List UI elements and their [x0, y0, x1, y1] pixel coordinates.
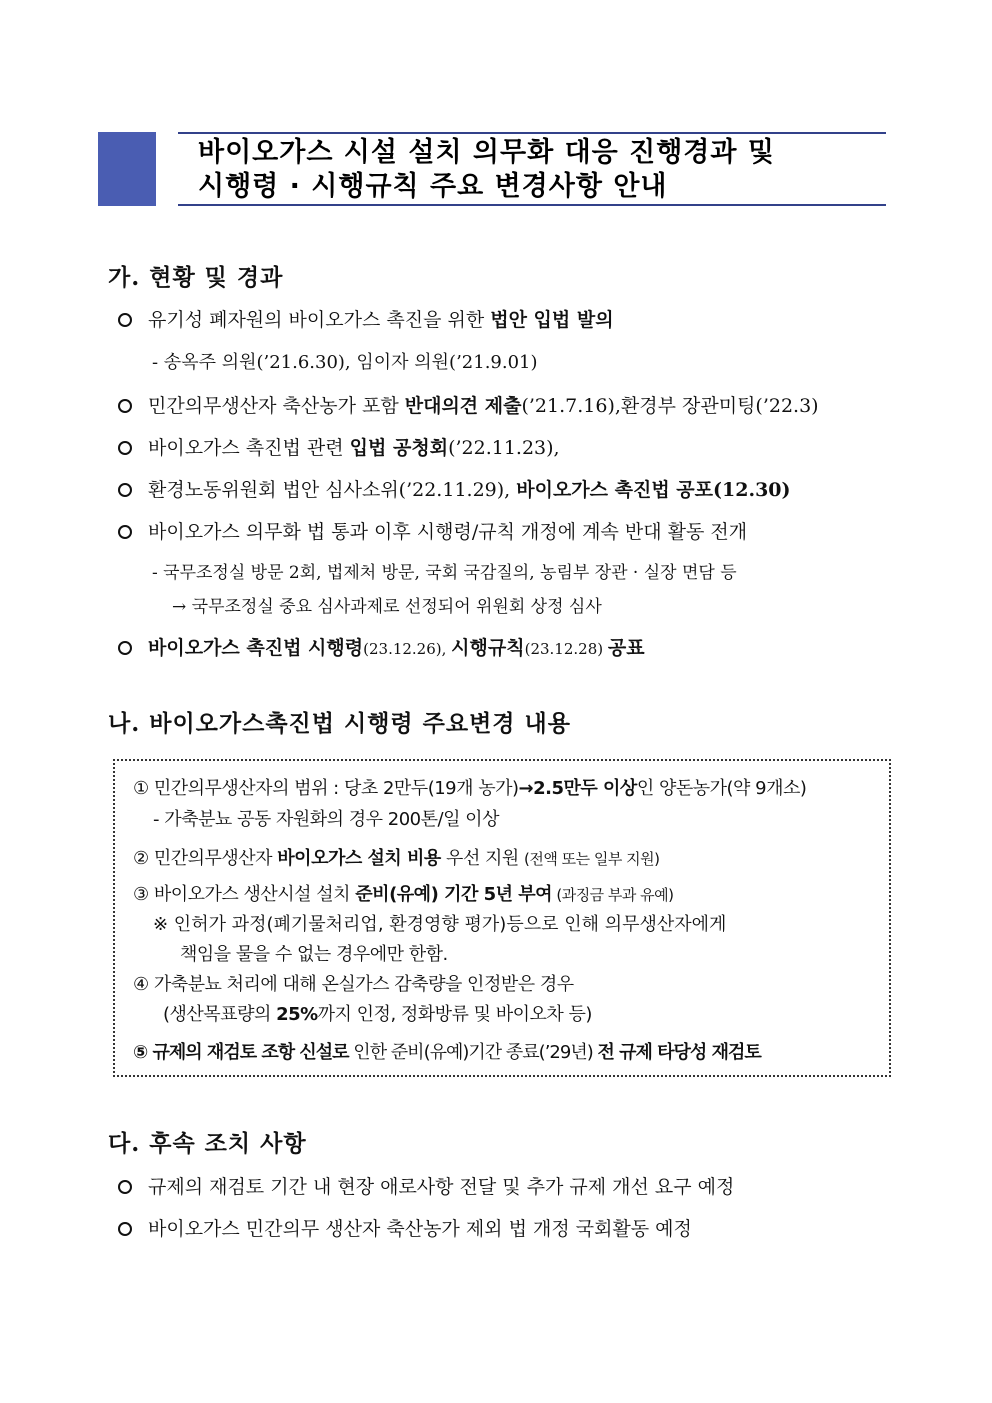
section-na-heading: 나. 바이오가스촉진법 시행령 주요변경 내용 [108, 710, 571, 737]
circle-bullet-icon [118, 525, 132, 539]
title-line-1: 바이오가스 시설 설치 의무화 대응 진행경과 및 [198, 137, 775, 168]
page-title [198, 136, 886, 204]
title-rule-top [178, 132, 886, 134]
ga-item-3: 바이오가스 촉진법 관련 입법 공청회(’22.11.23), [118, 433, 560, 460]
na-item-4-sub: (생산목표량의 25%까지 인정, 정화방류 및 바이오차 등) [163, 1004, 592, 1025]
ga-item-4: 환경노동위원회 법안 심사소위(’22.11.29), 바이오가스 촉진법 공포(12.30) [118, 475, 791, 502]
circle-bullet-icon [118, 1222, 132, 1236]
title-line-2: 시행령 · 시행규칙 주요 변경사항 안내 [198, 171, 668, 202]
na-item-3-note-1: ※ 인허가 과정(폐기물처리업, 환경영향 평가)등으로 인해 의무생산자에게 [153, 914, 727, 935]
ga-item-5: 바이오가스 의무화 법 통과 이후 시행령/규칙 개정에 계속 반대 활동 전개 [118, 517, 747, 544]
circle-bullet-icon [118, 441, 132, 455]
ga-item-5-sub-2: → 국무조정실 중요 심사과제로 선정되어 위원회 상정 심사 [172, 597, 602, 617]
na-item-3: ③ 바이오가스 생산시설 설치 준비(유예) 기간 5년 부여 (과징금 부과 유예) [133, 884, 674, 905]
da-item-2: 바이오가스 민간의무 생산자 축산농가 제외 법 개정 국회활동 예정 [118, 1214, 692, 1241]
ga-item-6: 바이오가스 촉진법 시행령(23.12.26), 시행규칙(23.12.28) 공표 [118, 633, 645, 660]
section-da-heading: 다. 후속 조치 사항 [108, 1130, 307, 1157]
circle-bullet-icon [118, 399, 132, 413]
ga-item-1: 유기성 폐자원의 바이오가스 촉진을 위한 법안 입법 발의 [118, 305, 614, 332]
ga-item-5-sub-1: - 국무조정실 방문 2회, 법제처 방문, 국회 국감질의, 농림부 장관 · 실장 면담 등 [152, 563, 737, 583]
circle-bullet-icon [118, 483, 132, 497]
section-ga-heading: 가. 현황 및 경과 [108, 264, 284, 291]
na-item-1-sub: - 가축분뇨 공동 자원화의 경우 200톤/일 이상 [153, 809, 499, 830]
ga-item-1-sub: - 송옥주 의원(’21.6.30), 임이자 의원(’21.9.01) [152, 352, 538, 373]
na-item-3-note-2: 책임을 물을 수 없는 경우에만 한함. [180, 944, 448, 965]
title-rule-bottom [178, 204, 886, 206]
title-block [98, 132, 886, 208]
circle-bullet-icon [118, 1180, 132, 1194]
circle-bullet-icon [118, 313, 132, 327]
title-accent-square [98, 132, 156, 206]
na-item-1: ① 민간의무생산자의 범위 : 당초 2만두(19개 농가)→2.5만두 이상인 양돈농가(약 9개소) [133, 778, 807, 799]
da-item-1: 규제의 재검토 기간 내 현장 애로사항 전달 및 추가 규제 개선 요구 예정 [118, 1172, 734, 1199]
na-item-4: ④ 가축분뇨 처리에 대해 온실가스 감축량을 인정받은 경우 [133, 974, 574, 995]
na-item-2: ② 민간의무생산자 바이오가스 설치 비용 우선 지원 (전액 또는 일부 지원) [133, 848, 660, 869]
na-item-5: ⑤ 규제의 재검토 조항 신설로 인한 준비(유예)기간 종료(’29년) 전 규제 타당성 재검토 [133, 1042, 761, 1063]
circle-bullet-icon [118, 641, 132, 655]
ga-item-2: 민간의무생산자 축산농가 포함 반대의견 제출(’21.7.16),환경부 장관미팅(’22.3) [118, 391, 819, 418]
